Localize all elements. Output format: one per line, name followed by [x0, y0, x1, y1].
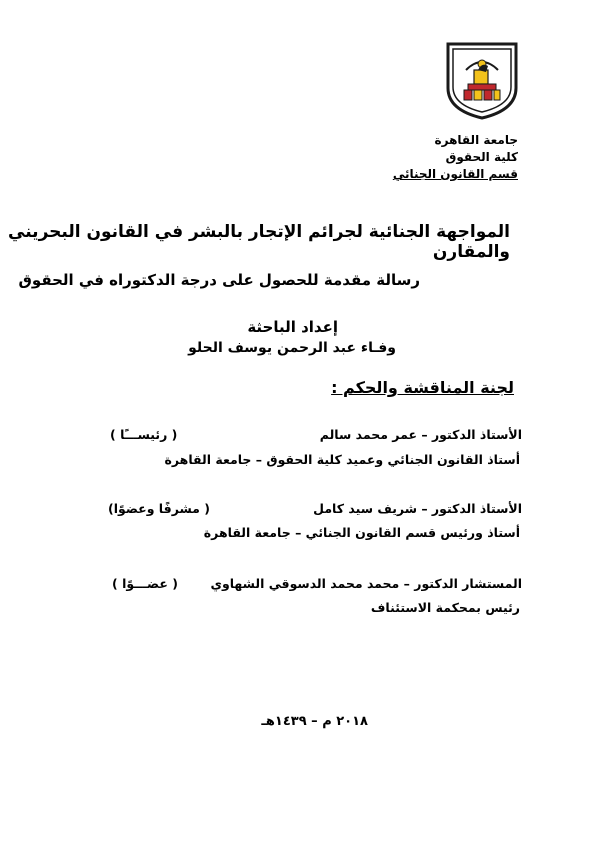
cairo-university-emblem-icon	[444, 40, 520, 120]
member-3-name: المستشار الدكتور – محمد محمد الدسوقي الشهاوي	[210, 576, 522, 591]
committee-heading: لجنة المناقشة والحكم :	[331, 378, 514, 397]
member-2-name: الأستاذ الدكتور – شريف سيد كامل	[313, 501, 522, 516]
thesis-purpose: رسالة مقدمة للحصول على درجة الدكتوراه في الحقوق	[18, 271, 420, 289]
prepared-by-label: إعداد الباحثة	[247, 318, 338, 336]
thesis-title: المواجهة الجنائية لجرائم الإتجار بالبشر في القانون البحريني والمقارن	[8, 222, 510, 262]
member-3-title: رئيس بمحكمة الاستئناف	[370, 600, 520, 615]
member-1-role: ( رئيســـًا )	[110, 427, 178, 442]
date-line: ٢٠١٨ م – ١٤٣٩هـ	[261, 714, 368, 729]
member-1-name: الأستاذ الدكتور – عمر محمد سالم	[319, 427, 522, 442]
member-2-role: ( مشرفًا وعضوًا)	[108, 501, 210, 516]
department-name: قسم القانون الجنائي	[392, 167, 518, 181]
member-1-title: أستاذ القانون الجنائي وعميد كلية الحقوق – جامعة القاهرة	[164, 452, 520, 467]
faculty-name: كلية الحقوق	[445, 150, 518, 164]
university-name: جامعة القاهرة	[434, 133, 518, 147]
member-3-role: ( عضـــوًا )	[112, 576, 178, 591]
institution-block	[393, 132, 518, 183]
researcher-name: وفـاء عبد الرحمن يوسف الحلو	[188, 340, 396, 356]
member-2-title: أستاذ ورئيس قسم القانون الجنائي – جامعة القاهرة	[203, 525, 520, 540]
